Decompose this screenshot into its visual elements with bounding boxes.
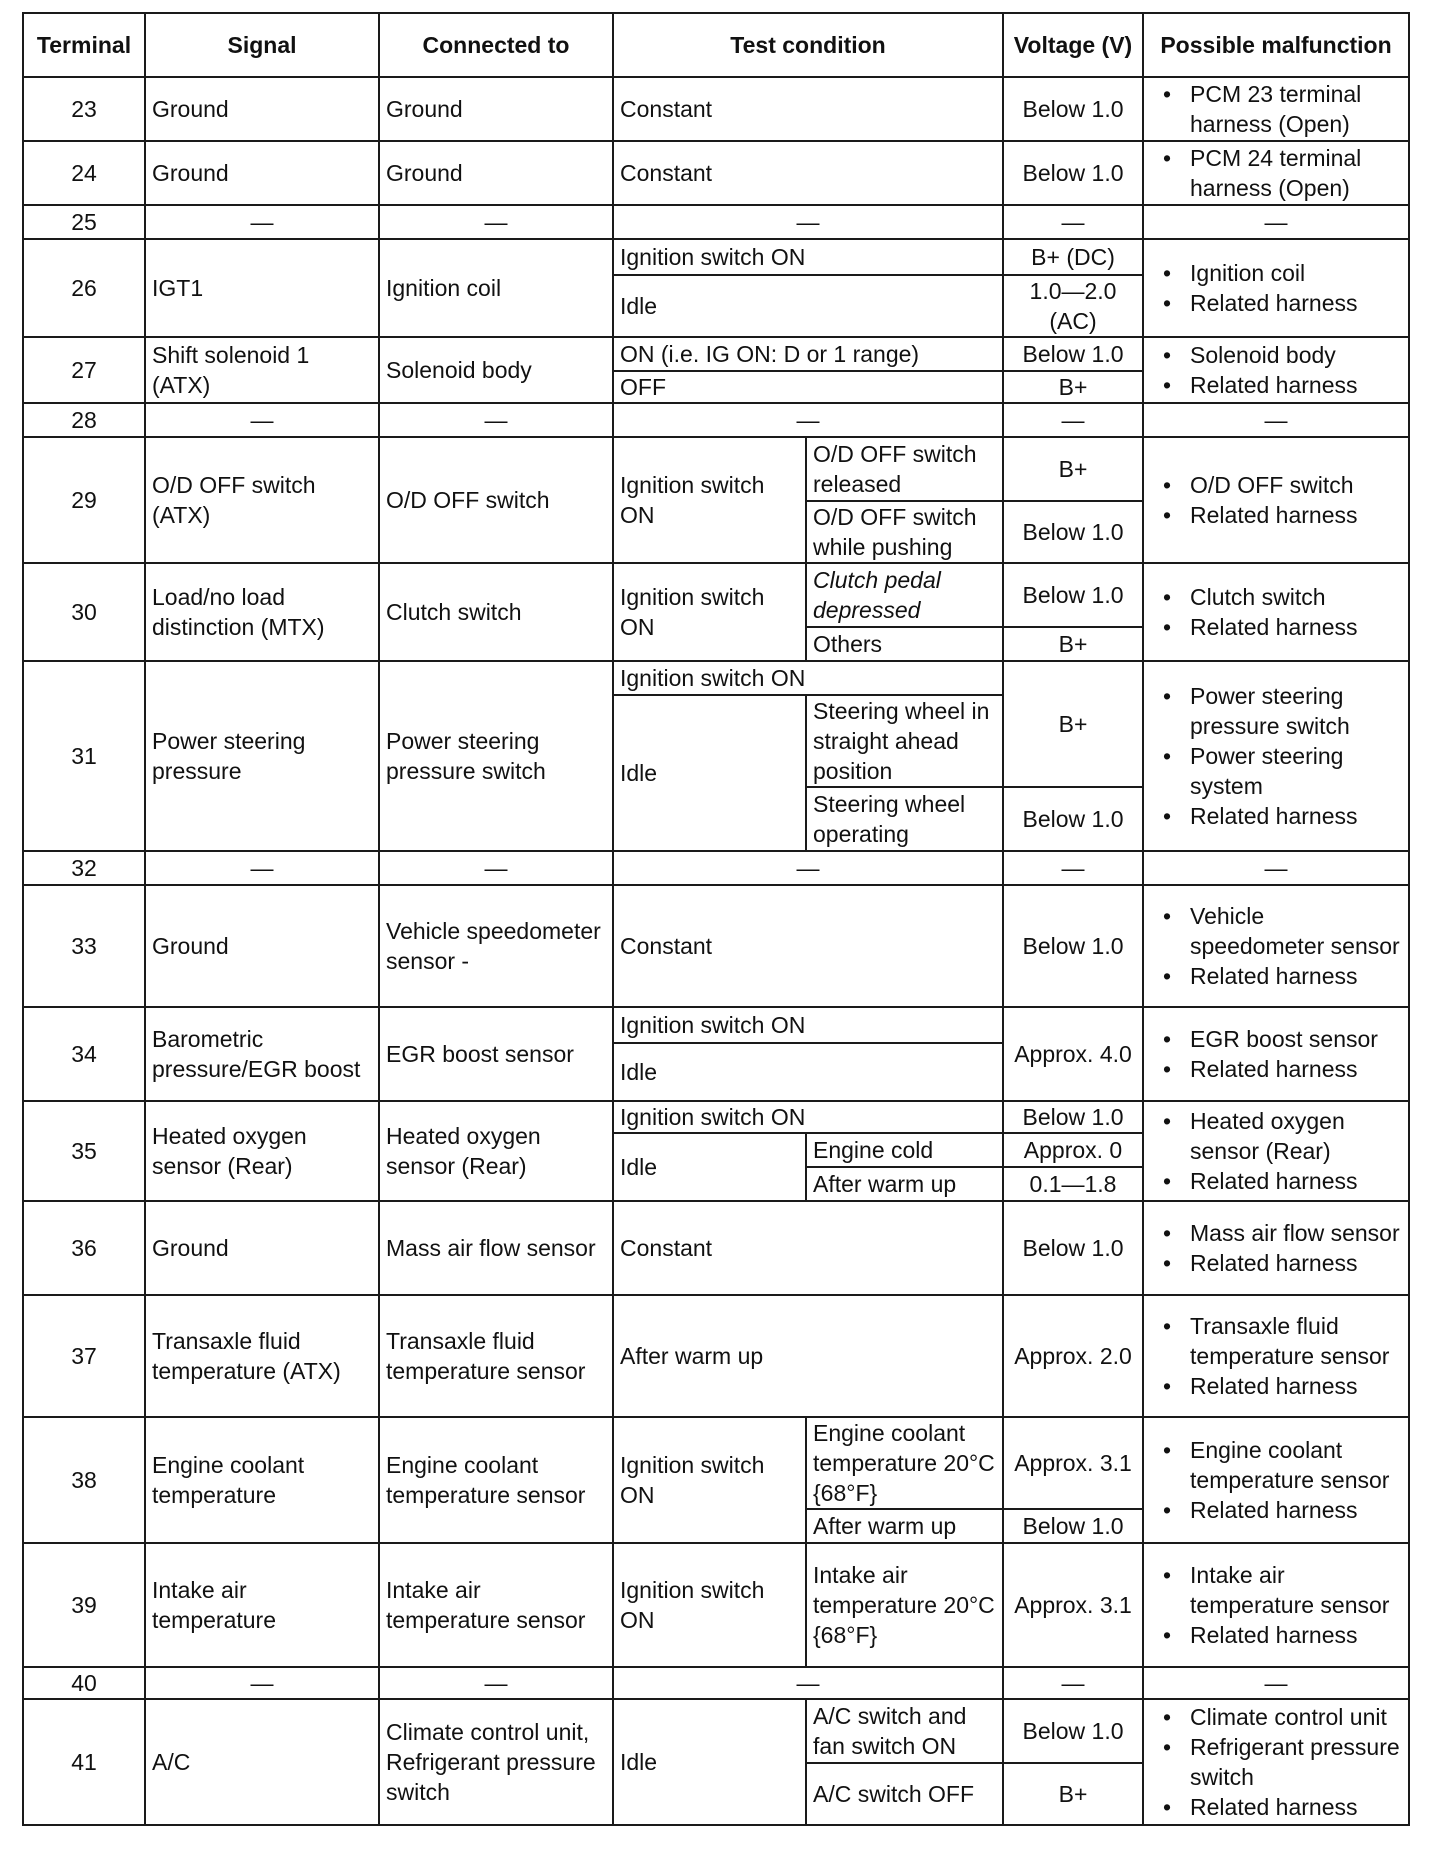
dash-cell: — xyxy=(1143,851,1409,885)
sub-condition-cell: A/C switch and fan switch ON xyxy=(806,1699,1003,1763)
malfunction-cell xyxy=(1143,1295,1409,1417)
sub-condition-cell: Engine cold xyxy=(806,1133,1003,1167)
dash-cell: — xyxy=(1143,1667,1409,1699)
voltage-cell: Below 1.0 xyxy=(1003,1201,1143,1295)
condition-cell: Ignition switch ON xyxy=(613,563,806,661)
sub-condition-cell: O/D OFF switch while pushing xyxy=(806,501,1003,563)
dash-cell: — xyxy=(613,205,1003,239)
terminal-cell: 24 xyxy=(23,141,145,205)
condition-cell: Ignition switch ON xyxy=(613,437,806,563)
malfunction-item: • Vehicle speedometer sensor xyxy=(1190,901,1404,961)
voltage-cell: Approx. 0 xyxy=(1003,1133,1143,1167)
malfunction-cell xyxy=(1143,337,1409,403)
malfunction-cell xyxy=(1143,1101,1409,1201)
malfunction-cell xyxy=(1143,1699,1409,1825)
terminal-cell: 40 xyxy=(23,1667,145,1699)
malfunction-cell xyxy=(1143,239,1409,337)
malfunction-cell xyxy=(1143,141,1409,205)
terminal-cell: 23 xyxy=(23,77,145,141)
condition-cell: Constant xyxy=(613,885,1003,1007)
signal-cell: Shift solenoid 1 (ATX) xyxy=(145,337,379,403)
signal-cell: Ground xyxy=(145,1201,379,1295)
table-row-29 xyxy=(23,437,1409,501)
signal-cell: A/C xyxy=(145,1699,379,1825)
dash-cell: — xyxy=(1143,403,1409,437)
terminal-cell: 25 xyxy=(23,205,145,239)
voltage-cell: Below 1.0 xyxy=(1003,563,1143,627)
malfunction-item: • Intake air temperature sensor xyxy=(1190,1560,1404,1620)
signal-cell: O/D OFF switch (ATX) xyxy=(145,437,379,563)
dash-cell: — xyxy=(1003,851,1143,885)
malfunction-item: • Climate control unit xyxy=(1190,1702,1404,1732)
voltage-cell: Approx. 4.0 xyxy=(1003,1007,1143,1101)
condition-cell: Ignition switch ON xyxy=(613,661,1003,695)
dash-cell: — xyxy=(379,403,613,437)
malfunction-item: • Related harness xyxy=(1190,1792,1404,1822)
voltage-cell: Below 1.0 xyxy=(1003,141,1143,205)
signal-cell: Ground xyxy=(145,77,379,141)
malfunction-list xyxy=(1154,1560,1404,1650)
terminal-cell: 33 xyxy=(23,885,145,1007)
voltage-cell: B+ xyxy=(1003,661,1143,787)
malfunction-list xyxy=(1154,901,1404,991)
table-row-32 xyxy=(23,851,1409,885)
dash-cell: — xyxy=(145,403,379,437)
dash-cell: — xyxy=(1003,205,1143,239)
condition-cell: Ignition switch ON xyxy=(613,1101,1003,1133)
dash-cell: — xyxy=(1003,403,1143,437)
condition-cell: Ignition switch ON xyxy=(613,239,1003,275)
terminal-cell: 29 xyxy=(23,437,145,563)
table-row-25 xyxy=(23,205,1409,239)
terminal-cell: 31 xyxy=(23,661,145,851)
malfunction-item: • Transaxle fluid temperature sensor xyxy=(1190,1311,1404,1371)
voltage-cell: Below 1.0 xyxy=(1003,77,1143,141)
terminal-cell: 30 xyxy=(23,563,145,661)
dash-cell: — xyxy=(613,851,1003,885)
dash-cell: — xyxy=(145,851,379,885)
voltage-cell: B+ xyxy=(1003,627,1143,661)
signal-cell: Engine coolant temperature xyxy=(145,1417,379,1543)
connected-cell: Mass air flow sensor xyxy=(379,1201,613,1295)
voltage-cell: 1.0—2.0 (AC) xyxy=(1003,275,1143,337)
terminal-cell: 28 xyxy=(23,403,145,437)
malfunction-item: • PCM 23 terminal harness (Open) xyxy=(1190,79,1404,139)
malfunction-item: • Power steering pressure switch xyxy=(1190,681,1404,741)
malfunction-list xyxy=(1154,1024,1404,1084)
malfunction-item: • Related harness xyxy=(1190,961,1404,991)
malfunction-item: • Related harness xyxy=(1190,370,1404,400)
malfunction-list xyxy=(1154,1218,1404,1278)
terminal-cell: 26 xyxy=(23,239,145,337)
voltage-cell: Below 1.0 xyxy=(1003,337,1143,371)
voltage-cell: Below 1.0 xyxy=(1003,885,1143,1007)
header-row xyxy=(23,13,1409,77)
sub-condition-cell: Engine coolant temperature 20°C {68°F} xyxy=(806,1417,1003,1509)
malfunction-item: • Related harness xyxy=(1190,1620,1404,1650)
terminal-voltage-table-page xyxy=(22,12,1410,1826)
dash-cell: — xyxy=(379,205,613,239)
terminal-cell: 37 xyxy=(23,1295,145,1417)
condition-cell: Idle xyxy=(613,695,806,851)
table-row-30 xyxy=(23,563,1409,627)
condition-cell: After warm up xyxy=(613,1295,1003,1417)
table-row-31 xyxy=(23,661,1409,695)
malfunction-list xyxy=(1154,340,1404,400)
malfunction-item: • Solenoid body xyxy=(1190,340,1404,370)
connected-cell: Ground xyxy=(379,141,613,205)
signal-cell: Ground xyxy=(145,885,379,1007)
sub-condition-cell: Steering wheel in straight ahead position xyxy=(806,695,1003,787)
dash-cell: — xyxy=(145,205,379,239)
voltage-cell: Below 1.0 xyxy=(1003,1509,1143,1543)
table-row-35 xyxy=(23,1101,1409,1133)
terminal-cell: 36 xyxy=(23,1201,145,1295)
malfunction-item: • Related harness xyxy=(1190,1054,1404,1084)
voltage-cell: Below 1.0 xyxy=(1003,1699,1143,1763)
connected-cell: Solenoid body xyxy=(379,337,613,403)
condition-cell: Ignition switch ON xyxy=(613,1417,806,1543)
table-row-41 xyxy=(23,1699,1409,1763)
voltage-cell: B+ (DC) xyxy=(1003,239,1143,275)
condition-cell: Ignition switch ON xyxy=(613,1007,1003,1043)
table-row-39 xyxy=(23,1543,1409,1667)
malfunction-cell xyxy=(1143,1543,1409,1667)
malfunction-item: • Engine coolant temperature sensor xyxy=(1190,1435,1404,1495)
terminal-cell: 41 xyxy=(23,1699,145,1825)
table-row-36 xyxy=(23,1201,1409,1295)
condition-cell: Idle xyxy=(613,275,1003,337)
terminal-cell: 32 xyxy=(23,851,145,885)
sub-condition-cell: O/D OFF switch released xyxy=(806,437,1003,501)
signal-cell: IGT1 xyxy=(145,239,379,337)
terminal-cell: 34 xyxy=(23,1007,145,1101)
malfunction-item: • Related harness xyxy=(1190,500,1404,530)
connected-cell: Heated oxygen sensor (Rear) xyxy=(379,1101,613,1201)
voltage-cell: Below 1.0 xyxy=(1003,501,1143,563)
table-row-33 xyxy=(23,885,1409,1007)
malfunction-list xyxy=(1154,1106,1404,1196)
malfunction-cell xyxy=(1143,77,1409,141)
malfunction-item: • Related harness xyxy=(1190,288,1404,318)
malfunction-item: • Related harness xyxy=(1190,1495,1404,1525)
malfunction-list xyxy=(1154,79,1404,139)
sub-condition-cell: Steering wheel operating xyxy=(806,787,1003,851)
malfunction-item: • Related harness xyxy=(1190,612,1404,642)
voltage-cell: Approx. 3.1 xyxy=(1003,1543,1143,1667)
malfunction-item: • Refrigerant pressure switch xyxy=(1190,1732,1404,1792)
dash-cell: — xyxy=(379,1667,613,1699)
condition-cell: OFF xyxy=(613,371,1003,403)
connected-cell: O/D OFF switch xyxy=(379,437,613,563)
malfunction-cell xyxy=(1143,563,1409,661)
dash-cell: — xyxy=(1143,205,1409,239)
sub-condition-cell: Others xyxy=(806,627,1003,661)
malfunction-list xyxy=(1154,1311,1404,1401)
condition-cell: ON (i.e. IG ON: D or 1 range) xyxy=(613,337,1003,371)
header-terminal: Terminal xyxy=(23,13,145,77)
sub-condition-cell: After warm up xyxy=(806,1509,1003,1543)
sub-condition-cell: Intake air temperature 20°C {68°F} xyxy=(806,1543,1003,1667)
condition-cell: Constant xyxy=(613,77,1003,141)
connected-cell: Intake air temperature sensor xyxy=(379,1543,613,1667)
malfunction-list xyxy=(1154,470,1404,530)
table-row-34 xyxy=(23,1007,1409,1043)
header-voltage: Voltage (V) xyxy=(1003,13,1143,77)
condition-cell: Constant xyxy=(613,1201,1003,1295)
voltage-cell: Below 1.0 xyxy=(1003,787,1143,851)
malfunction-cell xyxy=(1143,1417,1409,1543)
connected-cell: Clutch switch xyxy=(379,563,613,661)
table-row-24 xyxy=(23,141,1409,205)
malfunction-cell xyxy=(1143,437,1409,563)
voltage-cell: Below 1.0 xyxy=(1003,1101,1143,1133)
malfunction-list xyxy=(1154,681,1404,831)
malfunction-list xyxy=(1154,143,1404,203)
table-row-37 xyxy=(23,1295,1409,1417)
voltage-cell: B+ xyxy=(1003,1763,1143,1825)
header-possible-malfunction: Possible malfunction xyxy=(1143,13,1409,77)
malfunction-cell xyxy=(1143,885,1409,1007)
malfunction-item: • O/D OFF switch xyxy=(1190,470,1404,500)
header-connected-to: Connected to xyxy=(379,13,613,77)
malfunction-item: • Related harness xyxy=(1190,1248,1404,1278)
dash-cell: — xyxy=(613,403,1003,437)
malfunction-item: • EGR boost sensor xyxy=(1190,1024,1404,1054)
malfunction-cell xyxy=(1143,1007,1409,1101)
connected-cell: Climate control unit, Refrigerant pressure switch xyxy=(379,1699,613,1825)
dash-cell: — xyxy=(613,1667,1003,1699)
header-signal: Signal xyxy=(145,13,379,77)
connected-cell: Transaxle fluid temperature sensor xyxy=(379,1295,613,1417)
malfunction-item: • Related harness xyxy=(1190,801,1404,831)
condition-cell: Constant xyxy=(613,141,1003,205)
sub-condition-cell: A/C switch OFF xyxy=(806,1763,1003,1825)
signal-cell: Barometric pressure/EGR boost xyxy=(145,1007,379,1101)
connected-cell: EGR boost sensor xyxy=(379,1007,613,1101)
malfunction-item: • Mass air flow sensor xyxy=(1190,1218,1404,1248)
voltage-cell: 0.1—1.8 xyxy=(1003,1167,1143,1201)
signal-cell: Intake air temperature xyxy=(145,1543,379,1667)
terminal-voltage-table xyxy=(22,12,1410,1826)
signal-cell: Load/no load distinction (MTX) xyxy=(145,563,379,661)
condition-cell: Idle xyxy=(613,1133,806,1201)
voltage-cell: Approx. 3.1 xyxy=(1003,1417,1143,1509)
terminal-cell: 27 xyxy=(23,337,145,403)
table-row-27 xyxy=(23,337,1409,371)
signal-cell: Power steering pressure xyxy=(145,661,379,851)
dash-cell: — xyxy=(145,1667,379,1699)
malfunction-item: • Related harness xyxy=(1190,1371,1404,1401)
malfunction-list xyxy=(1154,258,1404,318)
table-row-40 xyxy=(23,1667,1409,1699)
malfunction-item: • Clutch switch xyxy=(1190,582,1404,612)
connected-cell: Ignition coil xyxy=(379,239,613,337)
dash-cell: — xyxy=(379,851,613,885)
table-row-38 xyxy=(23,1417,1409,1509)
voltage-cell: B+ xyxy=(1003,437,1143,501)
malfunction-item: • Related harness xyxy=(1190,1166,1404,1196)
connected-cell: Ground xyxy=(379,77,613,141)
terminal-cell: 38 xyxy=(23,1417,145,1543)
malfunction-cell xyxy=(1143,1201,1409,1295)
terminal-cell: 35 xyxy=(23,1101,145,1201)
signal-cell: Heated oxygen sensor (Rear) xyxy=(145,1101,379,1201)
signal-cell: Transaxle fluid temperature (ATX) xyxy=(145,1295,379,1417)
header-test-condition: Test condition xyxy=(613,13,1003,77)
connected-cell: Vehicle speedometer sensor - xyxy=(379,885,613,1007)
malfunction-list xyxy=(1154,1435,1404,1525)
table-row-23 xyxy=(23,77,1409,141)
malfunction-list xyxy=(1154,582,1404,642)
table-row-26 xyxy=(23,239,1409,275)
signal-cell: Ground xyxy=(145,141,379,205)
condition-cell: Idle xyxy=(613,1043,1003,1101)
condition-cell: Ignition switch ON xyxy=(613,1543,806,1667)
malfunction-item: • Power steering system xyxy=(1190,741,1404,801)
voltage-cell: Approx. 2.0 xyxy=(1003,1295,1143,1417)
malfunction-cell xyxy=(1143,661,1409,851)
malfunction-item: • PCM 24 terminal harness (Open) xyxy=(1190,143,1404,203)
malfunction-item: • Ignition coil xyxy=(1190,258,1404,288)
malfunction-list xyxy=(1154,1702,1404,1822)
malfunction-item: • Heated oxygen sensor (Rear) xyxy=(1190,1106,1404,1166)
condition-cell: Idle xyxy=(613,1699,806,1825)
sub-condition-cell: Clutch pedal depressed xyxy=(806,563,1003,627)
terminal-cell: 39 xyxy=(23,1543,145,1667)
voltage-cell: B+ xyxy=(1003,371,1143,403)
connected-cell: Engine coolant temperature sensor xyxy=(379,1417,613,1543)
connected-cell: Power steering pressure switch xyxy=(379,661,613,851)
table-row-28 xyxy=(23,403,1409,437)
sub-condition-cell: After warm up xyxy=(806,1167,1003,1201)
dash-cell: — xyxy=(1003,1667,1143,1699)
